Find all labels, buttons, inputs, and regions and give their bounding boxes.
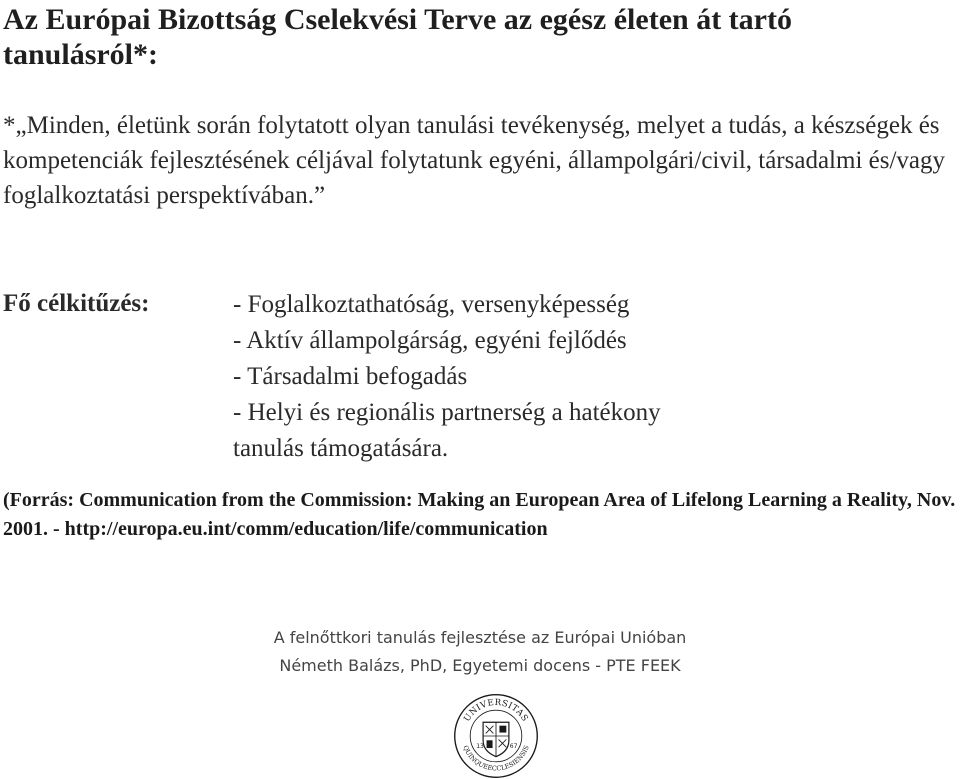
- source-citation: (Forrás: Communication from the Commission: Making an European Area of Lifelong Learning a Reality, Nov. 2001. - http://europa.eu.int/comm/education/life/communication: [3, 489, 956, 540]
- university-seal-icon: [453, 693, 539, 779]
- seal-year-left: 13: [476, 743, 484, 751]
- goals-label: Fő célkitűzés:: [3, 290, 150, 317]
- goals-list: [233, 287, 933, 467]
- slide-title: Az Európai Bizottság Cselekvési Terve az egész életen át tartó tanulásról*:: [3, 3, 792, 71]
- goal-item: - Társadalmi befogadás: [233, 363, 468, 390]
- seal-top-text: UNIVERSITAS: [462, 697, 530, 724]
- goal-item: - Foglalkoztathatóság, versenyképesség: [233, 291, 630, 318]
- footer: [0, 624, 960, 680]
- goal-item: tanulás támogatására.: [233, 435, 449, 462]
- footer-line-2: Németh Balázs, PhD, Egyetemi docens - PTE FEEK: [279, 656, 681, 675]
- seal-year-right: 67: [509, 743, 518, 751]
- goal-item: - Helyi és regionális partnerség a hatékony: [233, 399, 661, 426]
- footer-line-1: A felnőttkori tanulás fejlesztése az Európai Unióban: [273, 628, 687, 647]
- seal-bottom-text: QUINQUEECCLESIENSIS: [461, 744, 531, 773]
- goal-item: - Aktív állampolgárság, egyéni fejlődés: [233, 327, 627, 354]
- definition-quote: *„Minden, életünk során folytatott olyan tanulási tevékenység, melyet a tudás, a készségek és kompetenciák fejlesztésének céljával folytatunk egyéni, állampolgári/civil, társadalmi és/vagy foglalkoztatási perspektívában.”: [3, 112, 946, 209]
